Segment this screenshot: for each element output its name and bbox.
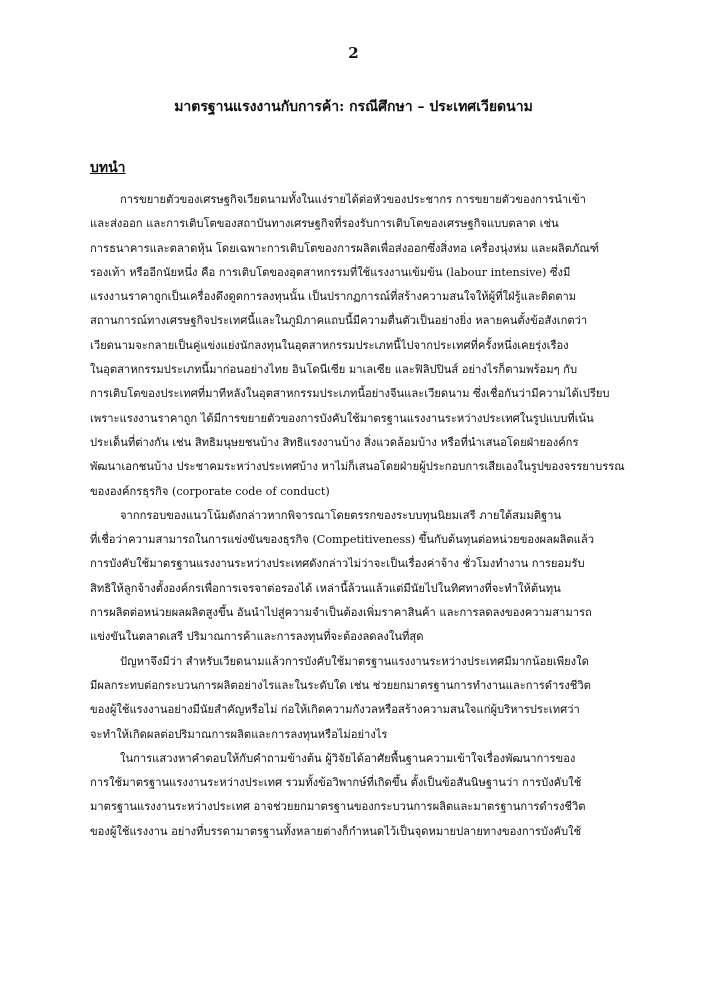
paragraph-line: รองเท้า หรืออีกนัยหนึ่ง คือ การเติบโตของอุตสาหกรรมที่ใช้แรงงานเข้มข้น (labour intensive) ซึ่งมี bbox=[90, 265, 571, 279]
paragraph-line: การขยายตัวของเศรษฐกิจเวียดนามทั้งในแง่รายได้ต่อหัวของประชากร การขยายตัวของการนำเข้า bbox=[120, 193, 586, 206]
paragraph-line: แรงงานราคาถูกเป็นเครื่องดึงดูดการลงทุนนั้น เป็นปรากฏการณ์ที่สร้างความสนใจให้ผู้ที่ใฝ่รู้และติดตาม bbox=[90, 290, 577, 304]
body-text bbox=[90, 178, 630, 844]
paragraph-line: ของผู้ใช้แรงงาน อย่างที่บรรดามาตรฐานทั้งหลายต่างก็กำหนดไว้เป็นจุดหมายปลายทางของการบังคับใช้ bbox=[90, 824, 582, 838]
section-heading: บทนำ bbox=[90, 160, 126, 176]
document-title: มาตรฐานแรงงานกับการค้า: กรณีศึกษา – ประเทศเวียดนาม bbox=[174, 99, 533, 115]
paragraph-line: การบังคับใช้มาตรฐานแรงงานระหว่างประเทศดังกล่าวไม่ว่าจะเป็นเรื่องค่าจ้าง ชั่วโมงทำงาน การยอมรับ bbox=[90, 557, 585, 571]
paragraph-line: สิทธิให้ลูกจ้างตั้งองค์กรเพื่อการเจรจาต่อรองได้ เหล่านี้ล้วนแล้วแต่มีนัยไปในทิศทางที่จะทำให้ต้นทุน bbox=[90, 581, 561, 595]
paragraph-line: เวียดนามจะกลายเป็นคู่แข่งแย่งนักลงทุนในอุตสาหกรรมประเภทนี้ไปจากประเทศที่ครั้งหนึ่งเคยรุ่งเรือง bbox=[90, 338, 569, 352]
paragraph-line: พัฒนาเอกชนบ้าง ประชาคมระหว่างประเทศบ้าง หาไม่ก็เสนอโดยฝ่ายผู้ประกอบการเสียเองในรูปของจรรยาบรรณ bbox=[90, 460, 625, 474]
paragraph-line: การเติบโตของประเทศที่มาทีหลังในอุตสาหกรรมประเภทนี้อย่างจีนและเวียดนาม ซึ่งเชื่อกันว่ามีความได้เปรียบ bbox=[90, 387, 610, 401]
paragraph-line: จากกรอบของแนวโน้มดังกล่าวหากพิจารณาโดยตรรกของระบบทุนนิยมเสรี ภายใต้สมมติฐาน bbox=[120, 508, 562, 522]
paragraph-line: แข่งขันในตลาดเสรี ปริมาณการค้าและการลงทุนที่จะต้องลดลงในที่สุด bbox=[90, 630, 424, 644]
paragraph-line: ในอุตสาหกรรมประเภทนี้มาก่อนอย่างไทย อินโดนีเซีย มาเลเซีย และฟิลิปปินส์ อย่างไรก็ตามพร้อมๆ กับ bbox=[90, 363, 578, 377]
paragraph-line: จะทำให้เกิดผลต่อปริมาณการผลิตและการลงทุนหรือไม่อย่างไร bbox=[90, 727, 388, 741]
paragraph-line: มีผลกระทบต่อกระบวนการผลิตอย่างไรและในระดับใด เช่น ช่วยยกมาตรฐานการทำงานและการดำรงชีวิต bbox=[90, 678, 591, 692]
paragraph-line: เพราะแรงงานราคาถูก ได้มีการขยายตัวของการบังคับใช้มาตรฐานแรงงานระหว่างประเทศในรูปแบบที่เน้น bbox=[90, 411, 594, 425]
paragraph-line: ที่เชื่อว่าความสามารถในการแข่งขันของธุรกิจ (Competitiveness) ขึ้นกับต้นทุนต่อหน่วยของผลผลิตแล้ว bbox=[90, 533, 594, 547]
paragraph-line: สถานการณ์ทางเศรษฐกิจประเทศนี้และในภูมิภาคแถบนี้มีความตื่นตัวเป็นอย่างยิ่ง หลายคนตั้งข้อสังเกตว่า bbox=[90, 314, 588, 328]
paragraph-line: ปัญหาจึงมีว่า สำหรับเวียดนามแล้วการบังคับใช้มาตรฐานแรงงานระหว่างประเทศมีมากน้อยเพียงใด bbox=[120, 654, 589, 668]
paragraph-line: ในการแสวงหาคำตอบให้กับคำถามข้างต้น ผู้วิจัยได้อาศัยพื้นฐานความเข้าใจเรื่องพัฒนาการของ bbox=[120, 751, 576, 765]
paragraph-line: มาตรฐานแรงงานระหว่างประเทศ อาจช่วยยกมาตรฐานของกระบวนการผลิตและมาตรฐานการดำรงชีวิต bbox=[90, 800, 586, 814]
paragraph-line: การผลิตต่อหน่วยผลผลิตสูงขึ้น อันนำไปสู่ความจำเป็นต้องเพิ่มราคาสินค้า และการลดลงของความสามารถ bbox=[90, 606, 592, 620]
paragraph-line: ประเด็นที่ต่างกัน เช่น สิทธิมนุษยชนบ้าง สิทธิแรงงานบ้าง สิ่งแวดล้อมบ้าง หรือที่นำเสนอโดยฝ่ายองค์กร bbox=[90, 435, 579, 449]
page-number: 2 bbox=[348, 44, 359, 62]
paragraph-line: และส่งออก และการเติบโตของสถาบันทางเศรษฐกิจที่รองรับการเติบโตของเศรษฐกิจแบบตลาด เช่น bbox=[90, 217, 559, 231]
paragraph-line: การธนาคารและตลาดหุ้น โดยเฉพาะการเติบโตของการผลิตเพื่อส่งออกซึ่งสิ่งทอ เครื่องนุ่งห่ม และผลิตภัณฑ์ bbox=[90, 241, 600, 255]
paragraph-line: การใช้มาตรฐานแรงงานระหว่างประเทศ รวมทั้งข้อวิพากษ์ที่เกิดขึ้น ตั้งเป็นข้อสันนิษฐานว่า การบังคับใช้ bbox=[90, 776, 582, 790]
paragraph-line: ของผู้ใช้แรงงานอย่างมีนัยสำคัญหรือไม่ ก่อให้เกิดความกังวลหรือสร้างความสนใจแก่ผู้บริหารประเทศว่า bbox=[90, 703, 580, 717]
paragraph-line: ขององค์กรธุรกิจ (corporate code of conduct) bbox=[90, 484, 330, 498]
